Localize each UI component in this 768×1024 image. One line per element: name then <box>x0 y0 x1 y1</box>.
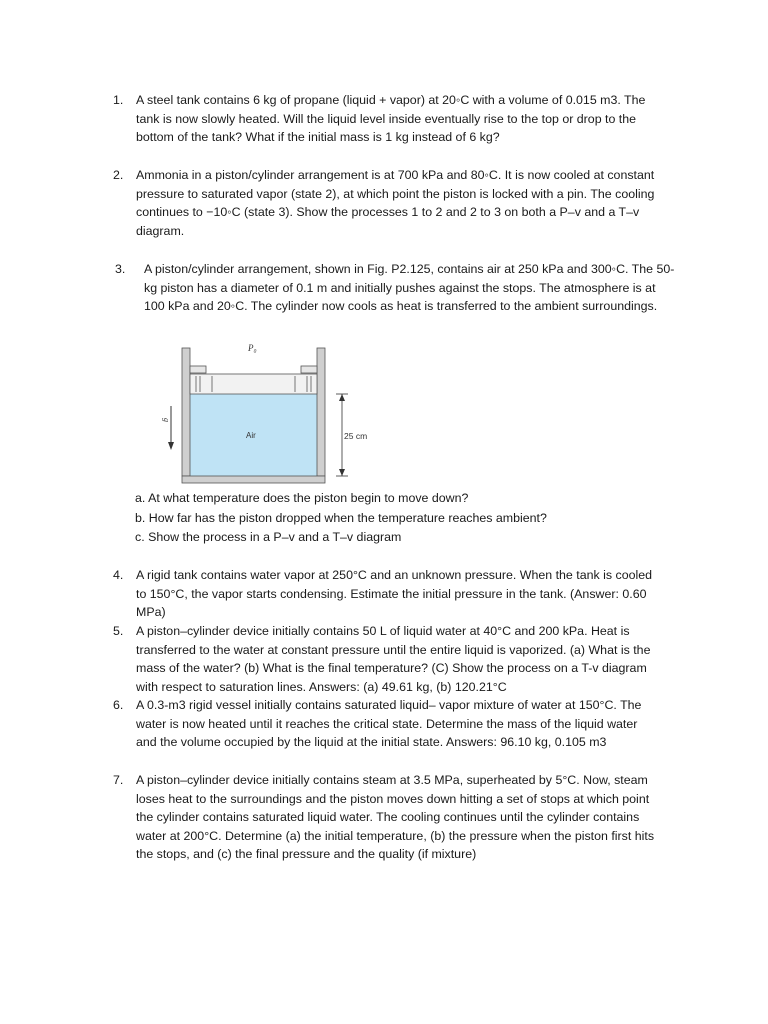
right-wall <box>317 348 325 476</box>
question-text-line: transferred to the water at constant pressure until the entire liquid is vaporized. (a) What is the <box>136 642 651 657</box>
question-4 <box>113 566 673 622</box>
question-6 <box>113 696 673 752</box>
question-text-line: A piston/cylinder arrangement, shown in Fig. P2.125, contains air at 250 kPa and 300◦C. The 50- <box>144 262 675 276</box>
question-text-line: Ammonia in a piston/cylinder arrangement is at 700 kPa and 80◦C. It is now cooled at constant <box>136 168 655 182</box>
question-text-line: with respect to saturation lines. Answers: (a) 49.61 kg, (b) 120.21°C <box>136 679 507 694</box>
p0-label: P₀ <box>248 343 257 353</box>
question-7 <box>113 771 673 864</box>
question-text-line: continues to −10◦C (state 3). Show the processes 1 to 2 and 2 to 3 on both a P–v and a T–v <box>136 205 640 220</box>
question-text-line: bottom of the tank? What if the initial mass is 1 kg instead of 6 kg? <box>136 130 500 145</box>
question-text-line: water is now heated until it reaches the critical state. Determine the mass of the liquid water <box>136 716 638 731</box>
question-text-line: A piston–cylinder device initially contains steam at 3.5 MPa, superheated by 5°C. Now, steam <box>136 773 648 787</box>
question-text-line: and the volume occupied by the liquid at the initial state. Answers: 96.10 kg, 0.105 m3 <box>136 735 607 750</box>
question-number: 2. <box>113 168 124 182</box>
question-number: 7. <box>113 773 124 787</box>
question-text-line: tank is now slowly heated. Will the liquid level inside eventually rise to the top or drop to the <box>136 111 637 126</box>
stop-right <box>301 366 317 373</box>
stop-left <box>190 366 206 373</box>
question-text-line: loses heat to the surroundings and the piston moves down hitting a set of stops at which point <box>136 791 650 806</box>
question-2 <box>113 166 673 240</box>
height-label: 25 cm <box>344 431 368 441</box>
question-text-line: pressure to saturated vapor (state 2), at which point the piston is locked with a pin. The cooling <box>136 186 655 201</box>
question-number: 6. <box>113 698 124 712</box>
question-text-line: A rigid tank contains water vapor at 250°C and an unknown pressure. When the tank is cooled <box>136 568 653 582</box>
question-text-line: 100 kPa and 20◦C. The cylinder now cools as heat is transferred to the ambient surroundings. <box>144 299 658 314</box>
left-wall <box>182 348 190 476</box>
cylinder-bottom <box>182 476 325 483</box>
question-text-line: A 0.3-m3 rigid vessel initially contains saturated liquid– vapor mixture of water at 150°C. The <box>136 698 642 712</box>
piston <box>190 374 317 394</box>
question-5 <box>113 622 673 696</box>
question-text-line: the cylinder contains saturated liquid water. The cooling continues until the cylinder contains <box>136 810 640 825</box>
subpart-a: a. At what temperature does the piston begin to move down? <box>135 491 469 505</box>
question-text-line: A piston–cylinder device initially contains 50 L of liquid water at 40°C and 200 kPa. Heat is <box>136 624 630 638</box>
question-number: 1. <box>113 93 124 107</box>
question-number: 3. <box>115 262 126 276</box>
question-text-line: diagram. <box>136 223 185 238</box>
g-label: g <box>162 418 171 422</box>
air-label: Air <box>246 431 256 440</box>
question-text-line: mass of the water? (b) What is the final temperature? (C) Show the process on a T-v diagram <box>136 661 647 676</box>
question-text-line: water at 200°C. Determine (a) the initial temperature, (b) the pressure when the piston first hits <box>136 828 655 843</box>
question-text-line: to 150°C, the vapor starts condensing. Estimate the initial pressure in the tank. (Answer: 0.60 <box>136 586 647 601</box>
question-number: 4. <box>113 568 124 582</box>
subpart-b: b. How far has the piston dropped when the temperature reaches ambient? <box>135 511 547 525</box>
question-1 <box>113 91 673 147</box>
question-text-line: the stops, and (c) the final pressure and the quality (if mixture) <box>136 847 477 862</box>
question-3 <box>113 260 673 316</box>
question-number: 5. <box>113 624 124 638</box>
subpart-c: c. Show the process in a P–v and a T–v diagram <box>135 530 402 544</box>
question-text-line: MPa) <box>136 605 166 620</box>
piston-cylinder-figure <box>158 338 388 488</box>
question-text-line: A steel tank contains 6 kg of propane (liquid + vapor) at 20◦C with a volume of 0.015 m3. The <box>136 93 646 107</box>
question-text-line: kg piston has a diameter of 0.1 m and initially pushes against the stops. The atmosphere is at <box>144 280 656 295</box>
